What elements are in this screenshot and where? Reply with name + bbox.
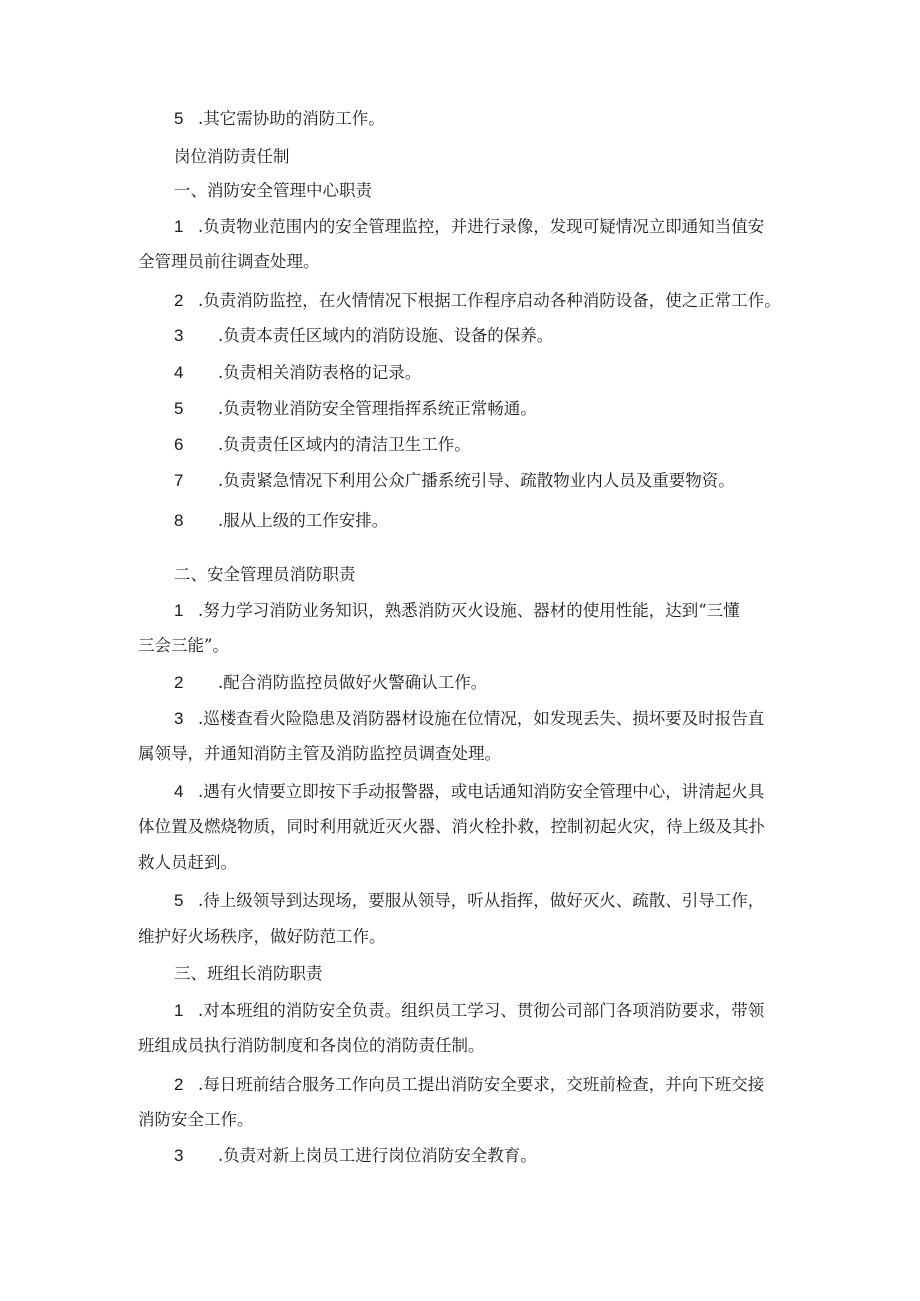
item-text: .负责物业范围内的安全管理监控，并进行录像，发现可疑情况立即通知当值安	[198, 217, 765, 236]
list-item	[174, 781, 764, 803]
item-text: .负责本责任区域内的消防设施、设备的保养。	[218, 326, 554, 345]
item-number: 1	[174, 1001, 184, 1020]
item-number: 2	[174, 673, 184, 692]
item-number: 4	[174, 363, 184, 382]
list-item	[174, 362, 421, 384]
item-number: 5	[174, 399, 184, 418]
list-item	[174, 510, 388, 532]
item-number: 7	[174, 471, 184, 490]
item-text: .遇有火情要立即按下手动报警器，或电话通知消防安全管理中心，讲清起火具	[198, 782, 765, 801]
item-number: 5	[174, 891, 184, 910]
item-number: 3	[174, 1146, 184, 1165]
item-number: 3	[174, 709, 184, 728]
item-text-continued: 属领导，并通知消防主管及消防监控员调查处理。	[138, 744, 501, 763]
item-text-continued: 救人员赶到。	[138, 853, 237, 872]
item-number: 1	[174, 601, 184, 620]
item-text: .巡楼查看火险隐患及消防器材设施在位情况，如发现丢失、损坏要及时报告直	[198, 709, 765, 728]
list-item	[174, 470, 735, 492]
list-item	[174, 1145, 537, 1167]
item-text-continued: 全管理员前往调查处理。	[138, 252, 320, 271]
list-item	[174, 1074, 764, 1096]
list-item	[174, 434, 471, 456]
item-text: .配合消防监控员做好火警确认工作。	[218, 673, 488, 692]
item-text-continued: 三会三能”。	[138, 636, 229, 655]
item-text: .对本班组的消防安全负责。组织员工学习、贯彻公司部门各项消防要求，带领	[198, 1001, 765, 1020]
item-text-continued: 维护好火场秩序，做好防范工作。	[138, 927, 386, 946]
item-text: .负责责任区域内的清洁卫生工作。	[218, 435, 471, 454]
item-text: .负责物业消防安全管理指挥系统正常畅通。	[218, 399, 537, 418]
item-number: 8	[174, 511, 184, 530]
section-title: 一、消防安全管理中心职责	[174, 181, 372, 200]
item-text: .负责相关消防表格的记录。	[218, 363, 422, 382]
list-item	[174, 890, 764, 912]
list-item	[174, 108, 385, 130]
item-number: 1	[174, 217, 184, 236]
item-number: 3	[174, 326, 184, 345]
item-text: .服从上级的工作安排。	[218, 511, 389, 530]
item-number: 4	[174, 782, 184, 801]
item-text: .负责对新上岗员工进行岗位消防安全教育。	[218, 1146, 537, 1165]
list-item	[174, 1000, 764, 1022]
list-item	[174, 325, 553, 347]
list-item	[174, 398, 537, 420]
list-item	[174, 216, 764, 238]
item-text-continued: 消防安全工作。	[138, 1110, 254, 1129]
item-text: .其它需协助的消防工作。	[198, 109, 385, 128]
item-text-continued: 班组成员执行消防制度和各岗位的消防责任制。	[138, 1036, 485, 1055]
list-item	[174, 600, 740, 622]
section-title: 二、安全管理员消防职责	[174, 565, 356, 584]
item-text: .努力学习消防业务知识，熟悉消防灭火设施、器材的使用性能，达到“三懂	[198, 601, 740, 620]
document-heading: 岗位消防责任制	[174, 147, 290, 166]
list-item	[174, 672, 487, 694]
item-number: 2	[174, 291, 184, 310]
item-text: .负责紧急情况下利用公众广播系统引导、疏散物业内人员及重要物资。	[218, 471, 735, 490]
item-text-continued: 体位置及燃烧物质，同时利用就近灭火器、消火栓扑救，控制初起火灾，待上级及其扑	[138, 817, 765, 836]
item-text: .待上级领导到达现场，要服从领导，听从指挥，做好灭火、疏散、引导工作，	[198, 891, 765, 910]
item-number: 6	[174, 435, 184, 454]
item-text: .负责消防监控，在火情情况下根据工作程序启动各种消防设备，使之正常工作。	[198, 291, 781, 310]
item-text: .每日班前结合服务工作向员工提出消防安全要求，交班前检查，并向下班交接	[198, 1075, 765, 1094]
list-item	[174, 290, 781, 312]
item-number: 5	[174, 109, 184, 128]
section-title: 三、班组长消防职责	[174, 964, 323, 983]
item-number: 2	[174, 1075, 184, 1094]
list-item	[174, 708, 764, 730]
